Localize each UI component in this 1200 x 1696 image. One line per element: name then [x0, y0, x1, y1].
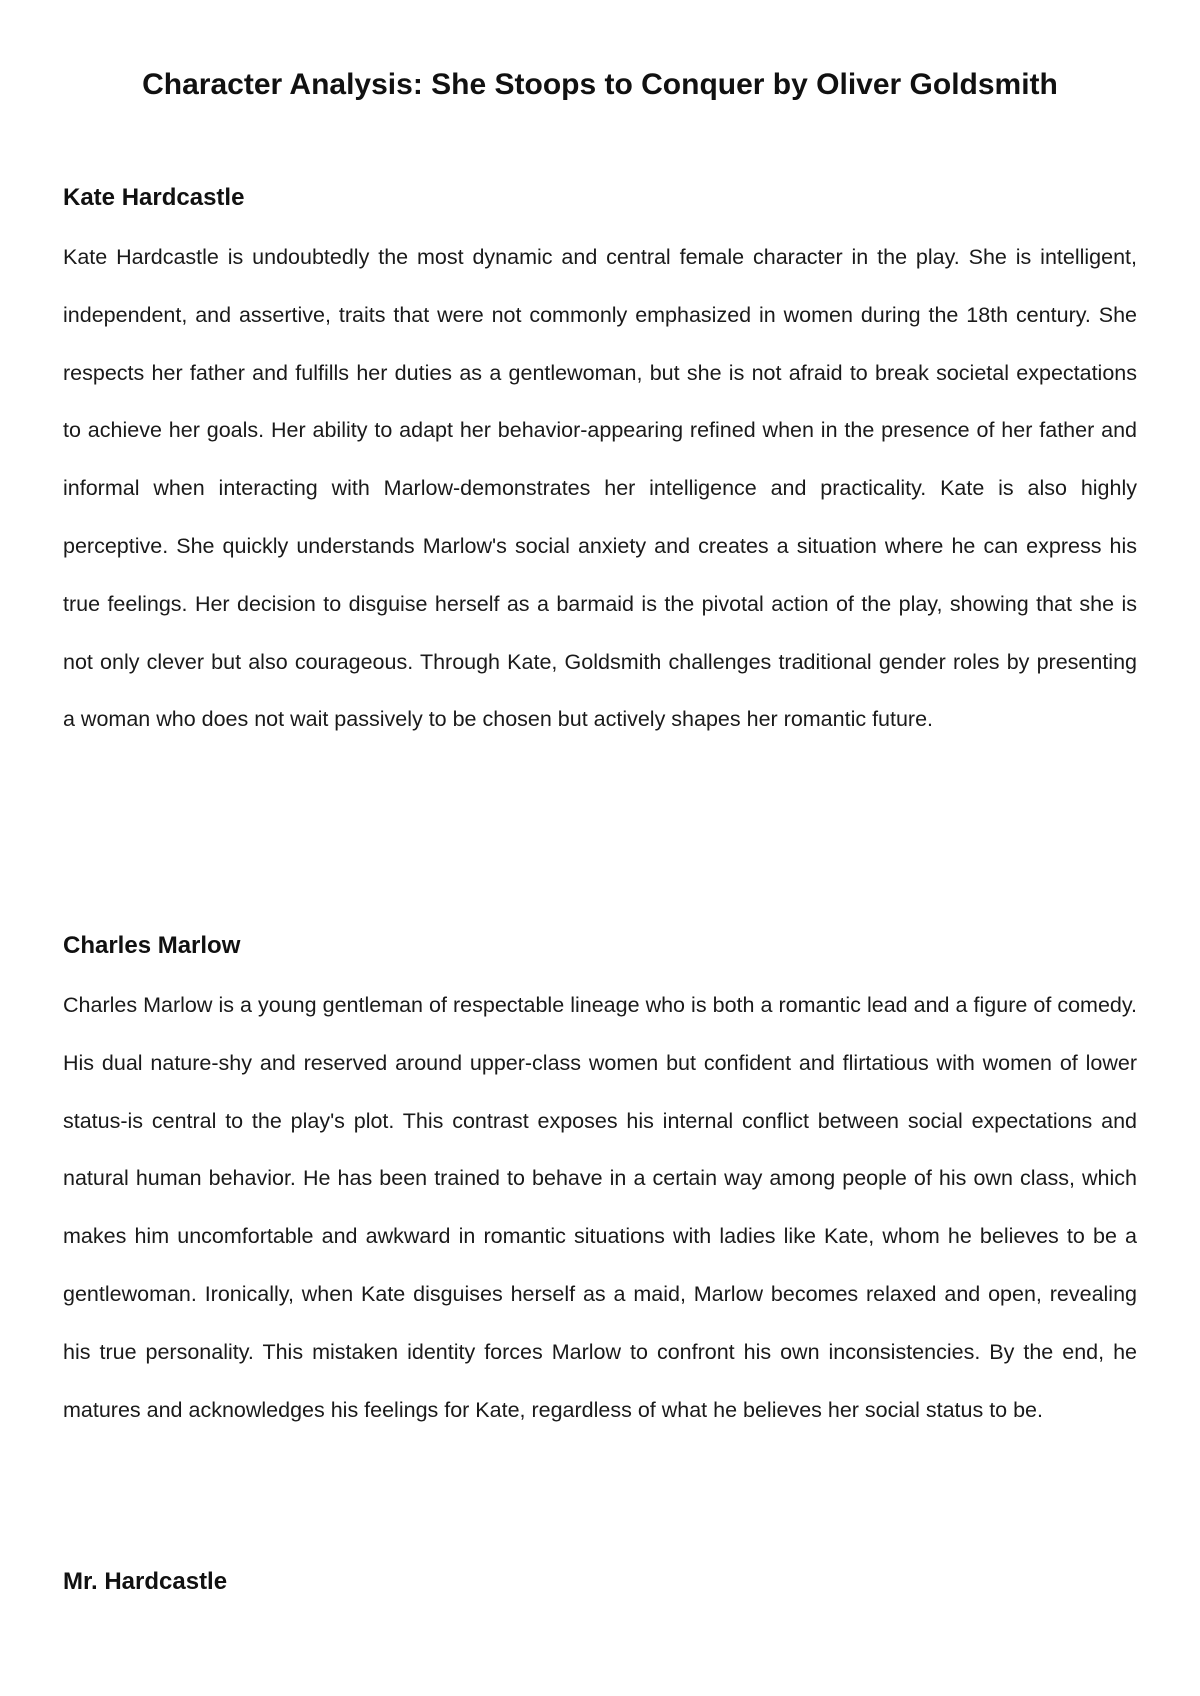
- document-title: Character Analysis: She Stoops to Conquer by Oliver Goldsmith: [142, 68, 1058, 101]
- section-heading-mr-hardcastle: Mr. Hardcastle: [63, 1568, 228, 1595]
- section-heading-kate-hardcastle: Kate Hardcastle: [63, 184, 245, 211]
- section-heading-charles-marlow: Charles Marlow: [63, 932, 241, 959]
- section-body-kate-hardcastle: Kate Hardcastle is undoubtedly the most dynamic and central female character in the play. She is intelligent, independent, and assertive, traits that were not commonly emphasized in women during the 18th century. She respects her father and fulfills her duties as a gentlewoman, but she is not afraid to break societal expectations to achieve her goals. Her ability to adapt her behavior-appearing refined when in the presence of her father and informal when interacting with Marlow-demonstrates her intelligence and practicality. Kate is also highly perceptive. She quickly understands Marlow's social anxiety and creates a situation where he can express his true feelings. Her decision to disguise herself as a barmaid is the pivotal action of the play, showing that she is not only clever but also courageous. Through Kate, Goldsmith challenges traditional gender roles by presenting a woman who does not wait passively to be chosen but actively shapes her romantic future.: [63, 245, 1137, 732]
- section-body-charles-marlow: Charles Marlow is a young gentleman of respectable lineage who is both a romantic lead and a figure of comedy. His dual nature-shy and reserved around upper-class women but confident and flirtatious with women of lower status-is central to the play's plot. This contrast exposes his internal conflict between social expectations and natural human behavior. He has been trained to behave in a certain way among people of his own class, which makes him uncomfortable and awkward in romantic situations with ladies like Kate, whom he believes to be a gentlewoman. Ironically, when Kate disguises herself as a maid, Marlow becomes relaxed and open, revealing his true personality. This mistaken identity forces Marlow to confront his own inconsistencies. By the end, he matures and acknowledges his feelings for Kate, regardless of what he believes her social status to be.: [63, 993, 1137, 1422]
